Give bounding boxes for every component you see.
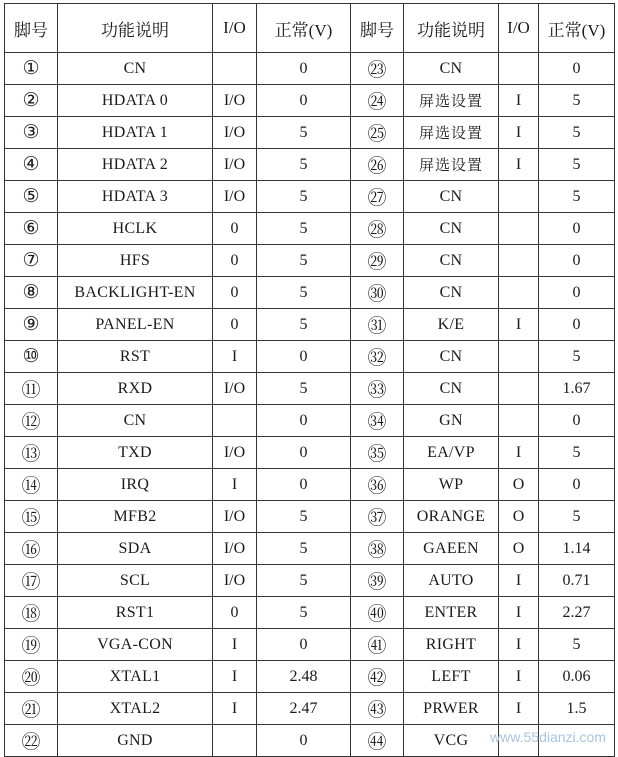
io-type-cell: 0 [213, 309, 257, 341]
pin-number-cell: ㉘ [351, 213, 404, 245]
io-type-cell: I [499, 629, 539, 661]
function-description-cell: AUTO [404, 565, 499, 597]
io-type-cell: O [499, 501, 539, 533]
io-type-cell: I [499, 661, 539, 693]
table-row [5, 117, 615, 149]
normal-voltage-cell: 5 [257, 181, 351, 213]
table-row [5, 149, 615, 181]
pin-number-cell: ㉜ [351, 341, 404, 373]
pin-number-cell: ② [5, 85, 58, 117]
pin-number-cell: ③ [5, 117, 58, 149]
function-description-cell: LEFT [404, 661, 499, 693]
normal-voltage-cell: 5 [257, 597, 351, 629]
normal-voltage-cell: 2.27 [539, 597, 615, 629]
pin-number-cell: ⑮ [5, 501, 58, 533]
pin-number-cell: ④ [5, 149, 58, 181]
io-type-cell: I/O [213, 181, 257, 213]
header-io-right: I/O [499, 4, 539, 53]
function-description-cell: GN [404, 405, 499, 437]
normal-voltage-cell: 5 [257, 213, 351, 245]
normal-voltage-cell [539, 725, 615, 757]
table-row [5, 405, 615, 437]
normal-voltage-cell: 0 [257, 629, 351, 661]
normal-voltage-cell: 5 [539, 437, 615, 469]
pin-number-cell: ㉞ [351, 405, 404, 437]
function-description-cell: CN [404, 245, 499, 277]
normal-voltage-cell: 0 [539, 245, 615, 277]
pin-number-cell: ⑥ [5, 213, 58, 245]
function-description-cell: BACKLIGHT-EN [58, 277, 213, 309]
table-row [5, 85, 615, 117]
io-type-cell: I [213, 341, 257, 373]
function-description-cell: SDA [58, 533, 213, 565]
function-description-cell: CN [58, 405, 213, 437]
io-type-cell: I [213, 661, 257, 693]
pin-number-cell: ⑨ [5, 309, 58, 341]
io-type-cell [213, 53, 257, 85]
pin-number-cell: ㊵ [351, 597, 404, 629]
io-type-cell [499, 341, 539, 373]
header-normal-voltage-left: 正常(V) [257, 4, 351, 53]
function-description-cell: EA/VP [404, 437, 499, 469]
table-row [5, 533, 615, 565]
table-row [5, 437, 615, 469]
io-type-cell: O [499, 469, 539, 501]
io-type-cell: 0 [213, 277, 257, 309]
io-type-cell [499, 373, 539, 405]
function-description-cell: K/E [404, 309, 499, 341]
function-description-cell: GAEEN [404, 533, 499, 565]
function-description-cell: ORANGE [404, 501, 499, 533]
io-type-cell [213, 725, 257, 757]
pin-number-cell: ㊲ [351, 501, 404, 533]
normal-voltage-cell: 0 [257, 341, 351, 373]
pin-number-cell: ㉒ [5, 725, 58, 757]
table-body [5, 53, 615, 757]
function-description-cell: HDATA 3 [58, 181, 213, 213]
normal-voltage-cell: 5 [539, 117, 615, 149]
pin-number-cell: ㊴ [351, 565, 404, 597]
site-watermark: www.55dianzi.com [490, 729, 606, 745]
function-description-cell: CN [404, 181, 499, 213]
normal-voltage-cell: 0 [257, 405, 351, 437]
normal-voltage-cell: 2.47 [257, 693, 351, 725]
pin-number-cell: ㉑ [5, 693, 58, 725]
pin-number-cell: ⑫ [5, 405, 58, 437]
header-io-left: I/O [213, 4, 257, 53]
table-row [5, 309, 615, 341]
normal-voltage-cell: 5 [257, 501, 351, 533]
normal-voltage-cell: 5 [257, 373, 351, 405]
function-description-cell: XTAL2 [58, 693, 213, 725]
function-description-cell: IRQ [58, 469, 213, 501]
pin-number-cell: ㊱ [351, 469, 404, 501]
table-row [5, 597, 615, 629]
table-row [5, 53, 615, 85]
table-row [5, 629, 615, 661]
table-row [5, 565, 615, 597]
pin-number-cell: ㉟ [351, 437, 404, 469]
pin-number-cell: ⑳ [5, 661, 58, 693]
header-normal-voltage-right: 正常(V) [539, 4, 615, 53]
pin-function-table [4, 3, 615, 757]
pin-number-cell: ⑭ [5, 469, 58, 501]
table-row [5, 661, 615, 693]
function-description-cell: CN [404, 213, 499, 245]
pin-number-cell: ㉙ [351, 245, 404, 277]
normal-voltage-cell: 5 [257, 309, 351, 341]
function-description-cell: 屏选设置 [404, 117, 499, 149]
function-description-cell: CN [404, 341, 499, 373]
pin-number-cell: ⑯ [5, 533, 58, 565]
normal-voltage-cell: 5 [257, 277, 351, 309]
function-description-cell: CN [58, 53, 213, 85]
pin-number-cell: ⑪ [5, 373, 58, 405]
normal-voltage-cell: 5 [257, 245, 351, 277]
pin-number-cell: ㊶ [351, 629, 404, 661]
normal-voltage-cell: 2.48 [257, 661, 351, 693]
function-description-cell: RIGHT [404, 629, 499, 661]
function-description-cell: RXD [58, 373, 213, 405]
io-type-cell: I [213, 629, 257, 661]
io-type-cell: 0 [213, 597, 257, 629]
io-type-cell [499, 213, 539, 245]
io-type-cell [499, 277, 539, 309]
io-type-cell: I [499, 85, 539, 117]
io-type-cell: I [213, 469, 257, 501]
header-pin-right: 脚号 [351, 4, 404, 53]
function-description-cell: VGA-CON [58, 629, 213, 661]
header-function-left: 功能说明 [58, 4, 213, 53]
io-type-cell [499, 725, 539, 757]
table-row [5, 341, 615, 373]
io-type-cell [499, 405, 539, 437]
function-description-cell: XTAL1 [58, 661, 213, 693]
function-description-cell: RST1 [58, 597, 213, 629]
table-row [5, 277, 615, 309]
io-type-cell: I/O [213, 565, 257, 597]
function-description-cell: RST [58, 341, 213, 373]
normal-voltage-cell: 1.5 [539, 693, 615, 725]
io-type-cell: I [499, 309, 539, 341]
function-description-cell: PRWER [404, 693, 499, 725]
io-type-cell: 0 [213, 245, 257, 277]
pin-number-cell: ㊸ [351, 693, 404, 725]
io-type-cell: I [499, 149, 539, 181]
io-type-cell: I [499, 117, 539, 149]
pin-number-cell: ㉗ [351, 181, 404, 213]
io-type-cell: I/O [213, 117, 257, 149]
io-type-cell [213, 405, 257, 437]
normal-voltage-cell: 5 [539, 85, 615, 117]
header-function-right: 功能说明 [404, 4, 499, 53]
io-type-cell: 0 [213, 213, 257, 245]
header-pin-left: 脚号 [5, 4, 58, 53]
normal-voltage-cell: 5 [539, 181, 615, 213]
table-row [5, 181, 615, 213]
function-description-cell: HDATA 1 [58, 117, 213, 149]
io-type-cell: I [499, 693, 539, 725]
normal-voltage-cell: 5 [257, 117, 351, 149]
pin-number-cell: ㊳ [351, 533, 404, 565]
normal-voltage-cell: 0 [539, 309, 615, 341]
io-type-cell: I/O [213, 501, 257, 533]
normal-voltage-cell: 5 [539, 149, 615, 181]
normal-voltage-cell: 5 [257, 149, 351, 181]
pin-number-cell: ㊹ [351, 725, 404, 757]
pin-number-cell: ㉔ [351, 85, 404, 117]
pin-number-cell: ㉓ [351, 53, 404, 85]
table-row [5, 725, 615, 757]
io-type-cell: I/O [213, 373, 257, 405]
function-description-cell: WP [404, 469, 499, 501]
table-row [5, 693, 615, 725]
io-type-cell: I [213, 693, 257, 725]
io-type-cell: I/O [213, 85, 257, 117]
pin-number-cell: ⑬ [5, 437, 58, 469]
function-description-cell: 屏选设置 [404, 85, 499, 117]
function-description-cell: HDATA 2 [58, 149, 213, 181]
pin-number-cell: ㊷ [351, 661, 404, 693]
normal-voltage-cell: 0 [539, 405, 615, 437]
normal-voltage-cell: 0 [257, 469, 351, 501]
function-description-cell: PANEL-EN [58, 309, 213, 341]
io-type-cell: I/O [213, 149, 257, 181]
table-row [5, 213, 615, 245]
pin-number-cell: ⑰ [5, 565, 58, 597]
normal-voltage-cell: 5 [257, 565, 351, 597]
normal-voltage-cell: 1.14 [539, 533, 615, 565]
io-type-cell: I [499, 565, 539, 597]
normal-voltage-cell: 0 [257, 85, 351, 117]
function-description-cell: HCLK [58, 213, 213, 245]
io-type-cell: I/O [213, 533, 257, 565]
table-row [5, 373, 615, 405]
io-type-cell: I/O [213, 437, 257, 469]
normal-voltage-cell: 0 [539, 277, 615, 309]
function-description-cell: HFS [58, 245, 213, 277]
table-row [5, 245, 615, 277]
pin-number-cell: ㉝ [351, 373, 404, 405]
normal-voltage-cell: 5 [257, 533, 351, 565]
function-description-cell: GND [58, 725, 213, 757]
function-description-cell: TXD [58, 437, 213, 469]
table-header-row [5, 4, 615, 53]
normal-voltage-cell: 1.67 [539, 373, 615, 405]
function-description-cell: SCL [58, 565, 213, 597]
table-row [5, 469, 615, 501]
normal-voltage-cell: 0 [539, 469, 615, 501]
io-type-cell [499, 245, 539, 277]
function-description-cell: ENTER [404, 597, 499, 629]
function-description-cell: HDATA 0 [58, 85, 213, 117]
pin-number-cell: ⑤ [5, 181, 58, 213]
function-description-cell: VCG [404, 725, 499, 757]
normal-voltage-cell: 0 [539, 213, 615, 245]
pin-table-container [4, 3, 614, 753]
io-type-cell: I [499, 597, 539, 629]
pin-number-cell: ⑲ [5, 629, 58, 661]
pin-number-cell: ㉕ [351, 117, 404, 149]
normal-voltage-cell: 0.06 [539, 661, 615, 693]
function-description-cell: CN [404, 53, 499, 85]
normal-voltage-cell: 0 [257, 725, 351, 757]
normal-voltage-cell: 0 [257, 53, 351, 85]
normal-voltage-cell: 5 [539, 341, 615, 373]
pin-number-cell: ⑦ [5, 245, 58, 277]
normal-voltage-cell: 0.71 [539, 565, 615, 597]
pin-number-cell: ⑩ [5, 341, 58, 373]
normal-voltage-cell: 5 [539, 501, 615, 533]
function-description-cell: MFB2 [58, 501, 213, 533]
io-type-cell: I [499, 437, 539, 469]
pin-number-cell: ⑧ [5, 277, 58, 309]
pin-number-cell: ㉚ [351, 277, 404, 309]
function-description-cell: 屏选设置 [404, 149, 499, 181]
normal-voltage-cell: 5 [539, 629, 615, 661]
pin-number-cell: ㉖ [351, 149, 404, 181]
io-type-cell [499, 181, 539, 213]
io-type-cell [499, 53, 539, 85]
pin-number-cell: ① [5, 53, 58, 85]
table-row [5, 501, 615, 533]
normal-voltage-cell: 0 [257, 437, 351, 469]
function-description-cell: CN [404, 373, 499, 405]
pin-number-cell: ㉛ [351, 309, 404, 341]
function-description-cell: CN [404, 277, 499, 309]
normal-voltage-cell: 0 [539, 53, 615, 85]
pin-number-cell: ⑱ [5, 597, 58, 629]
io-type-cell: O [499, 533, 539, 565]
